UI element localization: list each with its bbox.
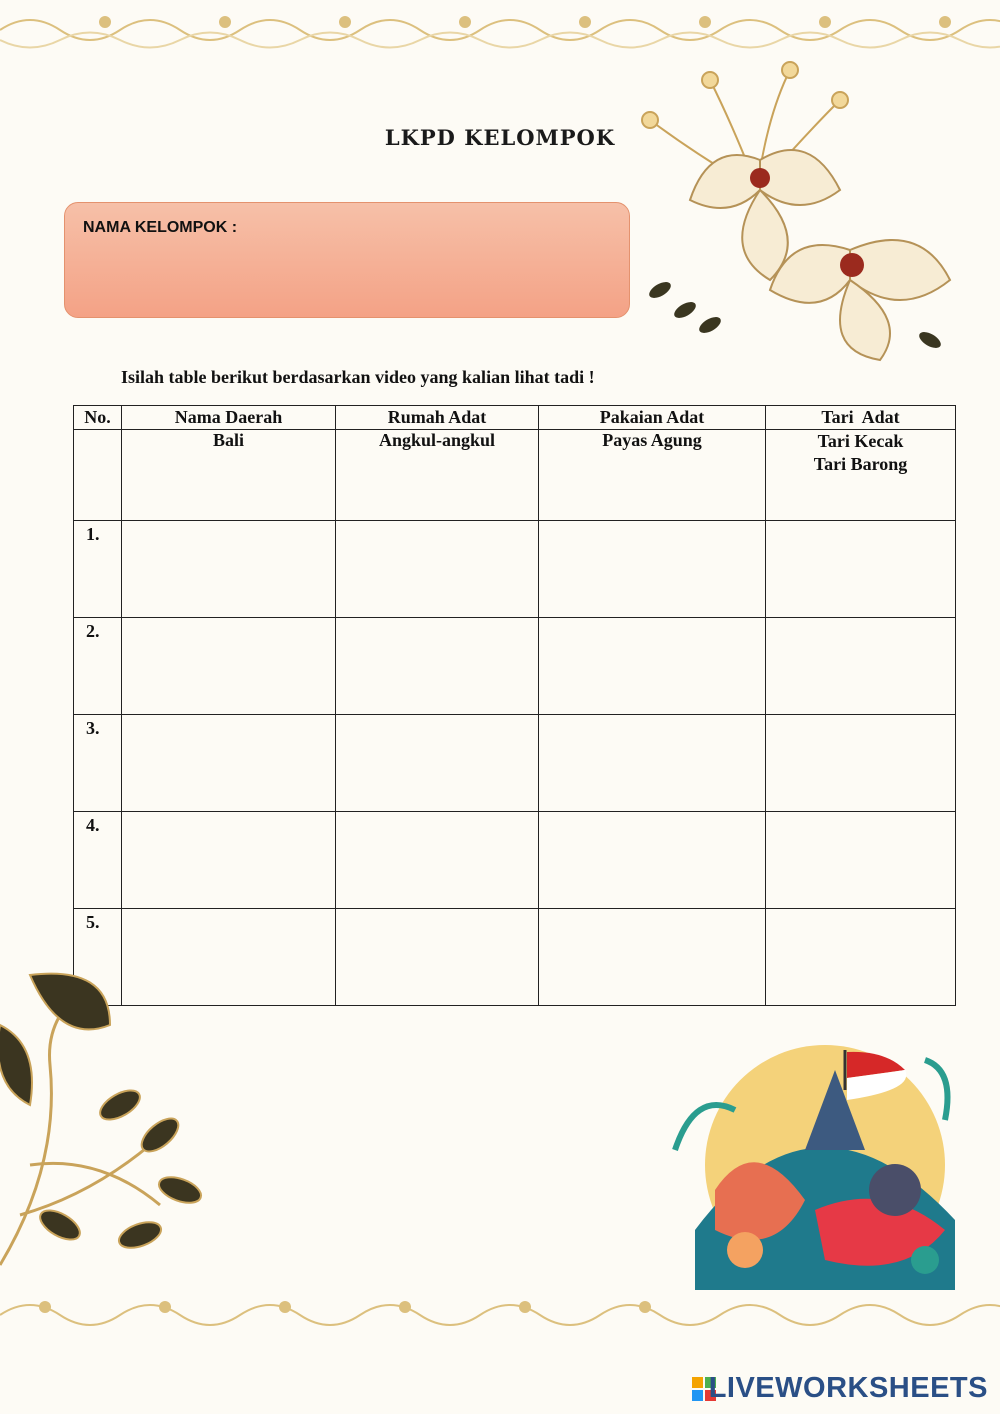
table-row [74,812,956,909]
worksheet-table [73,405,956,1006]
cell-rumah-adat[interactable] [336,909,539,1006]
example-rumah: Angkul-angkul [336,430,539,521]
header-pakaian-adat: Pakaian Adat [539,406,766,430]
table-row [74,715,956,812]
header-no: No. [74,406,122,430]
liveworksheets-logo[interactable]: LIVEWORKSHEETS [708,1372,988,1404]
cell-tari-adat[interactable] [766,909,956,1006]
group-name-box[interactable] [64,202,630,318]
group-name-label: NAMA KELOMPOK : [83,219,238,236]
example-pakaian: Payas Agung [539,430,766,521]
cell-rumah-adat[interactable] [336,812,539,909]
cell-pakaian-adat[interactable] [539,812,766,909]
cell-pakaian-adat[interactable] [539,618,766,715]
cell-pakaian-adat[interactable] [539,715,766,812]
example-tari [766,430,956,521]
cell-rumah-adat[interactable] [336,521,539,618]
cell-tari-adat[interactable] [766,715,956,812]
cell-nama-daerah[interactable] [122,521,336,618]
example-no [74,430,122,521]
cell-tari-adat[interactable] [766,618,956,715]
cell-nama-daerah[interactable] [122,715,336,812]
header-tari-adat: Tari Adat [766,406,956,430]
row-number: 1. [74,521,122,618]
flower-illustration [620,60,980,370]
indonesian-culture-illustration [655,1030,975,1300]
cell-tari-adat[interactable] [766,521,956,618]
table-row [74,521,956,618]
cell-rumah-adat[interactable] [336,618,539,715]
instruction-text: Isilah table berikut berdasarkan video yang kalian lihat tadi ! [121,367,595,387]
leaf-branch-illustration [0,965,230,1295]
row-number: 4. [74,812,122,909]
cell-pakaian-adat[interactable] [539,909,766,1006]
cell-rumah-adat[interactable] [336,715,539,812]
cell-nama-daerah[interactable] [122,812,336,909]
header-rumah-adat: Rumah Adat [336,406,539,430]
example-tari-2: Tari Barong [813,454,908,474]
row-number: 3. [74,715,122,812]
page-title: LKPD KELOMPOK [384,125,616,150]
top-ornament-border [0,0,1000,60]
cell-pakaian-adat[interactable] [539,521,766,618]
cell-tari-adat[interactable] [766,812,956,909]
bottom-ornament-border [0,1285,1000,1345]
example-row [74,430,956,521]
table-row [74,618,956,715]
header-nama-daerah: Nama Daerah [122,406,336,430]
table-header-row [74,406,956,430]
cell-nama-daerah[interactable] [122,618,336,715]
example-tari-1: Tari Kecak [817,431,904,451]
row-number: 2. [74,618,122,715]
row-number: 5. [74,909,122,1006]
example-daerah: Bali [122,430,336,521]
